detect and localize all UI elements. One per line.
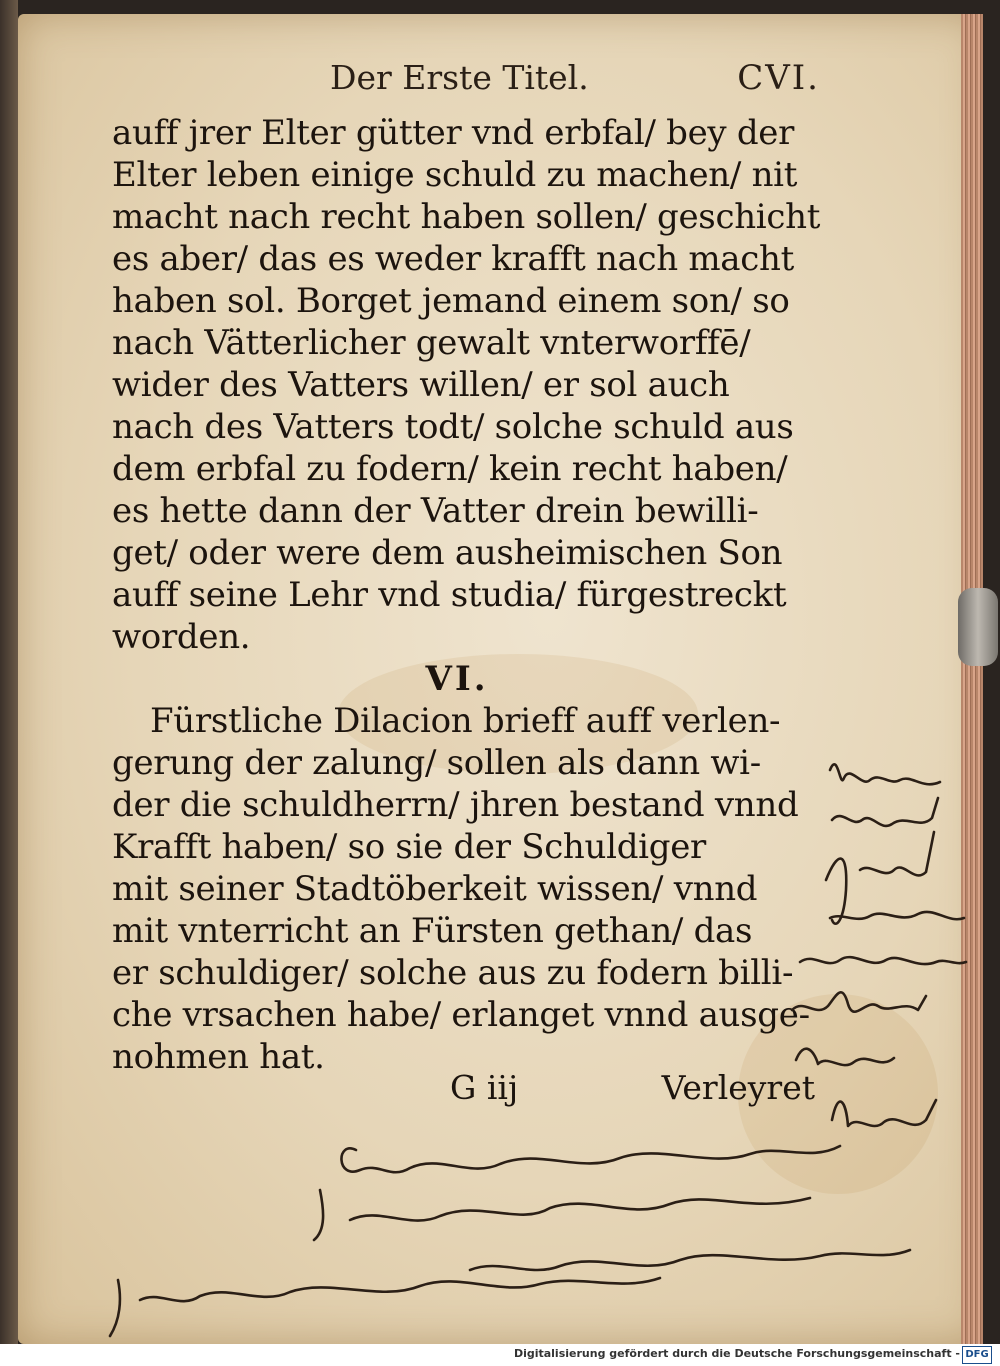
book-clasp	[958, 588, 998, 666]
text-line: Elter leben einige schuld zu machen/ nit	[112, 155, 798, 195]
text-line: worden.	[112, 617, 251, 657]
text-line: auff seine Lehr vnd studia/ fürgestreckt	[112, 575, 787, 615]
running-title: Der Erste Titel.	[330, 58, 589, 97]
text-line: macht nach recht haben sollen/ geschicht	[112, 197, 821, 237]
text-line: nach des Vatters todt/ solche schuld aus	[112, 407, 794, 447]
catchword: Verleyret	[661, 1068, 815, 1107]
dfg-logo: DFG	[962, 1346, 992, 1364]
text-line: haben sol. Borget jemand einem son/ so	[112, 281, 790, 321]
page-edges	[961, 14, 983, 1349]
text-line: er schuldiger/ solche aus zu fodern billi-	[112, 953, 794, 993]
text-line: nohmen hat.	[112, 1037, 325, 1077]
text-line: wider des Vatters willen/ er sol auch	[112, 365, 730, 405]
text-line: che vrsachen habe/ erlanget vnnd ausge-	[112, 995, 810, 1035]
page-footer-line	[450, 1068, 815, 1112]
text-line: mit vnterricht an Fürsten gethan/ das	[112, 911, 753, 951]
page-header	[330, 58, 820, 102]
funding-credit: Digitalisierung gefördert durch die Deutsche Forschungsgemeinschaft -	[513, 1347, 960, 1360]
folio-number: CVI.	[737, 58, 820, 98]
text-line: es aber/ das es weder krafft nach macht	[112, 239, 794, 279]
text-line: Krafft haben/ so sie der Schuldiger	[112, 827, 706, 867]
text-line: mit seiner Stadtöberkeit wissen/ vnnd	[112, 869, 758, 909]
text-line: get/ oder were dem ausheimischen Son	[112, 533, 783, 573]
text-line: gerung der zalung/ sollen als dann wi-	[112, 743, 761, 783]
text-line: es hette dann der Vatter drein bewilli-	[112, 491, 759, 531]
text-line: dem erbfal zu fodern/ kein recht haben/	[112, 449, 788, 489]
footer-bar	[0, 1344, 1000, 1366]
text-line: Fürstliche Dilacion brieff auff verlen-	[150, 701, 781, 741]
section-number: VI.	[425, 659, 489, 699]
text-line: auff jrer Elter gütter vnd erbfal/ bey der	[112, 113, 795, 153]
signature-mark: G iij	[450, 1068, 519, 1107]
text-line: der die schuldherrn/ jhren bestand vnnd	[112, 785, 799, 825]
main-text-block	[112, 112, 821, 1078]
binding-edge	[0, 0, 18, 1366]
text-line: nach Vätterlicher gewalt vnterworffē/	[112, 323, 751, 363]
